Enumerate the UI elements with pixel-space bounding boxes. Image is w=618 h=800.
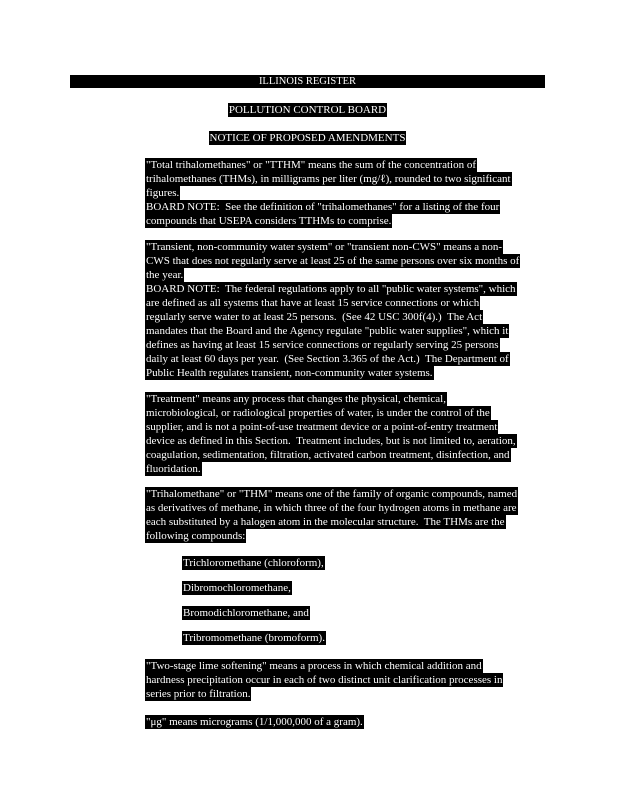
transient-board-note-line: mandates that the Board and the Agency regulate "public water supplies", which it	[146, 325, 509, 337]
board-title-row	[70, 103, 545, 117]
thm-compound-text: Dibromochloromethane,	[183, 582, 291, 594]
board-title: POLLUTION CONTROL BOARD	[228, 104, 387, 116]
transient-board-note-line: daily at least 60 days per year. (See Section 3.365 of the Act.) The Department of	[146, 353, 509, 365]
notice-title: NOTICE OF PROPOSED AMENDMENTS	[209, 132, 406, 144]
transient-board-note-line: BOARD NOTE: The federal regulations apply to all "public water systems", which	[146, 283, 516, 295]
lime-softening-definition-line: "Two-stage lime softening" means a process in which chemical addition and	[146, 660, 482, 672]
microgram-definition	[145, 715, 364, 729]
treatment-definition-line: supplier, and is not a point-of-use treatment device or a point-of-entry treatment	[146, 421, 498, 433]
thm-definition	[145, 487, 518, 543]
transient-board-note-line: defines as having at least 15 service connections or regularly serving 25 persons	[146, 339, 499, 351]
transient-board-note-line: regularly serve water to at least 25 persons. (See 42 USC 300f(4).) The Act	[146, 311, 483, 323]
thm-definition-line: as derivatives of methane, in which three of the four hydrogen atoms in methane are	[146, 502, 517, 514]
transient-ncws-definition	[145, 240, 520, 380]
thm-compound-item	[182, 556, 325, 570]
register-title: ILLINOIS REGISTER	[258, 76, 357, 87]
tthm-definition-line: figures.	[146, 187, 180, 199]
transient-definition-line: CWS that does not regularly serve at least 25 of the same persons over six months of	[146, 255, 520, 267]
lime-softening-definition	[145, 659, 503, 701]
treatment-definition-line: "Treatment" means any process that changes the physical, chemical,	[146, 393, 446, 405]
tthm-definition-line: "Total trihalomethanes" or "TTHM" means the sum of the concentration of	[146, 159, 476, 171]
tthm-definition-line: trihalomethanes (THMs), in milligrams per liter (mg/ℓ), rounded to two significant	[146, 173, 511, 185]
transient-board-note-line: are defined as all systems that have at least 15 service connections or which	[146, 297, 480, 309]
transient-board-note-line: Public Health regulates transient, non-community water systems.	[146, 367, 433, 379]
thm-compound-item	[182, 631, 326, 645]
treatment-definition-line: fluoridation.	[146, 463, 201, 475]
thm-compound-item	[182, 581, 292, 595]
tthm-board-note-line: compounds that USEPA considers TTHMs to comprise.	[146, 215, 392, 227]
lime-softening-definition-line: series prior to filtration.	[146, 688, 251, 700]
thm-definition-line: each substituted by a halogen atom in the molecular structure. The THMs are the	[146, 516, 505, 528]
treatment-definition-line: microbiological, or radiological properties of water, is under the control of the	[146, 407, 490, 419]
thm-compound-text: Bromodichloromethane, and	[183, 607, 309, 619]
lime-softening-definition-line: hardness precipitation occur in each of two distinct unit clarification processes in	[146, 674, 503, 686]
thm-definition-line: "Trihalomethane" or "THM" means one of the family of organic compounds, named	[146, 488, 518, 500]
transient-definition-line: "Transient, non-community water system" or "transient non-CWS" means a non-	[146, 241, 503, 253]
thm-definition-line: following compounds:	[146, 530, 246, 542]
thm-compound-text: Trichloromethane (chloroform),	[183, 557, 324, 569]
treatment-definition	[145, 392, 517, 476]
microgram-definition-line: "μg" means micrograms (1/1,000,000 of a gram).	[146, 716, 363, 728]
thm-compound-item	[182, 606, 310, 620]
notice-title-row	[70, 131, 545, 145]
thm-compound-text: Tribromomethane (bromoform).	[183, 632, 325, 644]
tthm-definition	[145, 158, 512, 228]
treatment-definition-line: device as defined in this Section. Treatment includes, but is not limited to, aeration,	[146, 435, 516, 447]
tthm-board-note-line: BOARD NOTE: See the definition of "trihalomethanes" for a listing of the four	[146, 201, 500, 213]
treatment-definition-line: coagulation, sedimentation, filtration, activated carbon treatment, disinfection, and	[146, 449, 510, 461]
register-header-bar	[70, 75, 545, 88]
transient-definition-line: the year.	[146, 269, 184, 281]
